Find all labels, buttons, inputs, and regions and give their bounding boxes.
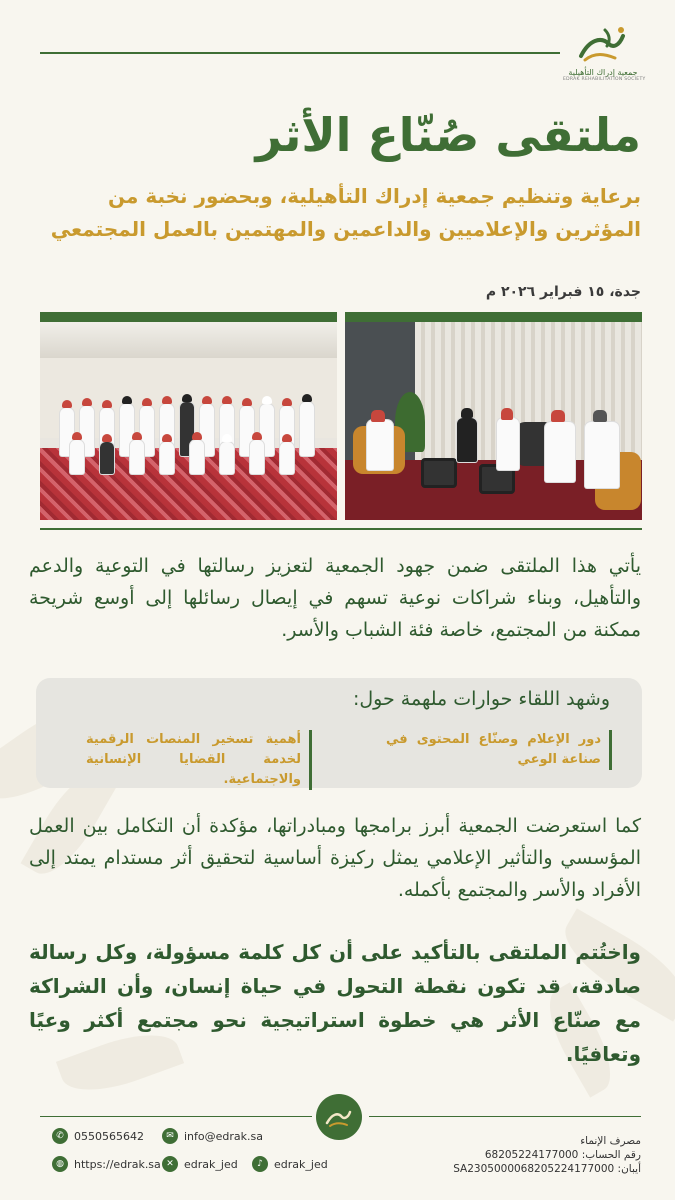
subtitle: برعاية وتنظيم جمعية إدراك التأهيلية، وبحضور نخبة من المؤثرين والإعلاميين والداعمين والمهتمين بالعمل المجتمعي (50, 184, 641, 241)
contact-email[interactable] (162, 1128, 263, 1144)
bank-details (441, 1134, 641, 1176)
logo-english-name: EDRAK REHABILITATION SOCIETY (563, 77, 646, 82)
contact-tiktok[interactable] (252, 1156, 328, 1172)
edrak-logo (563, 22, 646, 82)
header-divider (40, 52, 560, 54)
tiktok-icon: ♪ (252, 1156, 268, 1172)
contact-website[interactable] (52, 1156, 161, 1172)
phone-number: 0550565642 (74, 1129, 144, 1143)
discussion-photo (345, 312, 642, 520)
bank-name: مصرف الإنماء (580, 1135, 641, 1147)
footer-divider (40, 1116, 312, 1117)
x-handle: edrak_jed (184, 1157, 238, 1171)
logo-arabic-name: جمعية إدراك التأهيلية (568, 68, 638, 77)
highlights-box (36, 678, 642, 788)
contact-phone[interactable] (52, 1128, 144, 1144)
photos-divider (40, 528, 642, 530)
iban: أيبان: SA2305000068205224177000 (453, 1163, 641, 1175)
x-icon: ✕ (162, 1156, 178, 1172)
tiktok-handle: edrak_jed (274, 1157, 328, 1171)
programs-paragraph: كما استعرضت الجمعية أبرز برامجها ومبادراتها، مؤكدة أن التكامل بين العمل المؤسسي والتأثير الإعلامي يمثل ركيزة أساسية لتحقيق أثر مستدام يمتد إلى الأفراد والأسر والمجتمع بأكمله. (29, 815, 641, 901)
contact-x[interactable] (162, 1156, 238, 1172)
page-title: ملتقى صُنّاع الأثر (255, 108, 641, 162)
highlight-topic: دور الإعلام وصنّاع المحتوى في صناعة الوعي (386, 730, 612, 770)
closing-paragraph: واختُتم الملتقى بالتأكيد على أن كل كلمة مسؤولة، وكل رسالة صادقة، قد تكون نقطة التحول في حياة إنسان، وأن الشراكة مع صنّاع الأثر هي خطوة استراتيجية نحو مجتمع أكثر وعيًا وتعافيًا. (29, 940, 641, 1066)
edrak-logo-icon (575, 22, 631, 66)
dateline: جدة، ١٥ فبراير ٢٠٢٦ م (485, 284, 641, 300)
event-photos (40, 312, 642, 520)
phone-icon: ✆ (52, 1128, 68, 1144)
footer-divider (369, 1116, 641, 1117)
edrak-logo-badge (316, 1094, 362, 1140)
email-address: info@edrak.sa (184, 1129, 263, 1143)
intro-paragraph: يأتي هذا الملتقى ضمن جهود الجمعية لتعزيز رسالتها في التوعية والدعم والتأهيل، وبناء شراكات نوعية تسهم في إيصال رسائلها إلى أوسع شريحة ممكنة من المجتمع، خاصة فئة الشباب والأسر. (29, 555, 641, 641)
highlights-lead: وشهد اللقاء حوارات ملهمة حول: (352, 688, 610, 710)
email-icon: ✉ (162, 1128, 178, 1144)
group-photo (40, 312, 337, 520)
account-number: رقم الحساب: 68205224177000 (484, 1149, 641, 1161)
website-url: https://edrak.sa (74, 1157, 161, 1171)
web-icon: ◍ (52, 1156, 68, 1172)
highlight-topic: أهمية تسخير المنصات الرقمية لخدمة القضايا الإنسانية والاجتماعية. (86, 730, 312, 790)
